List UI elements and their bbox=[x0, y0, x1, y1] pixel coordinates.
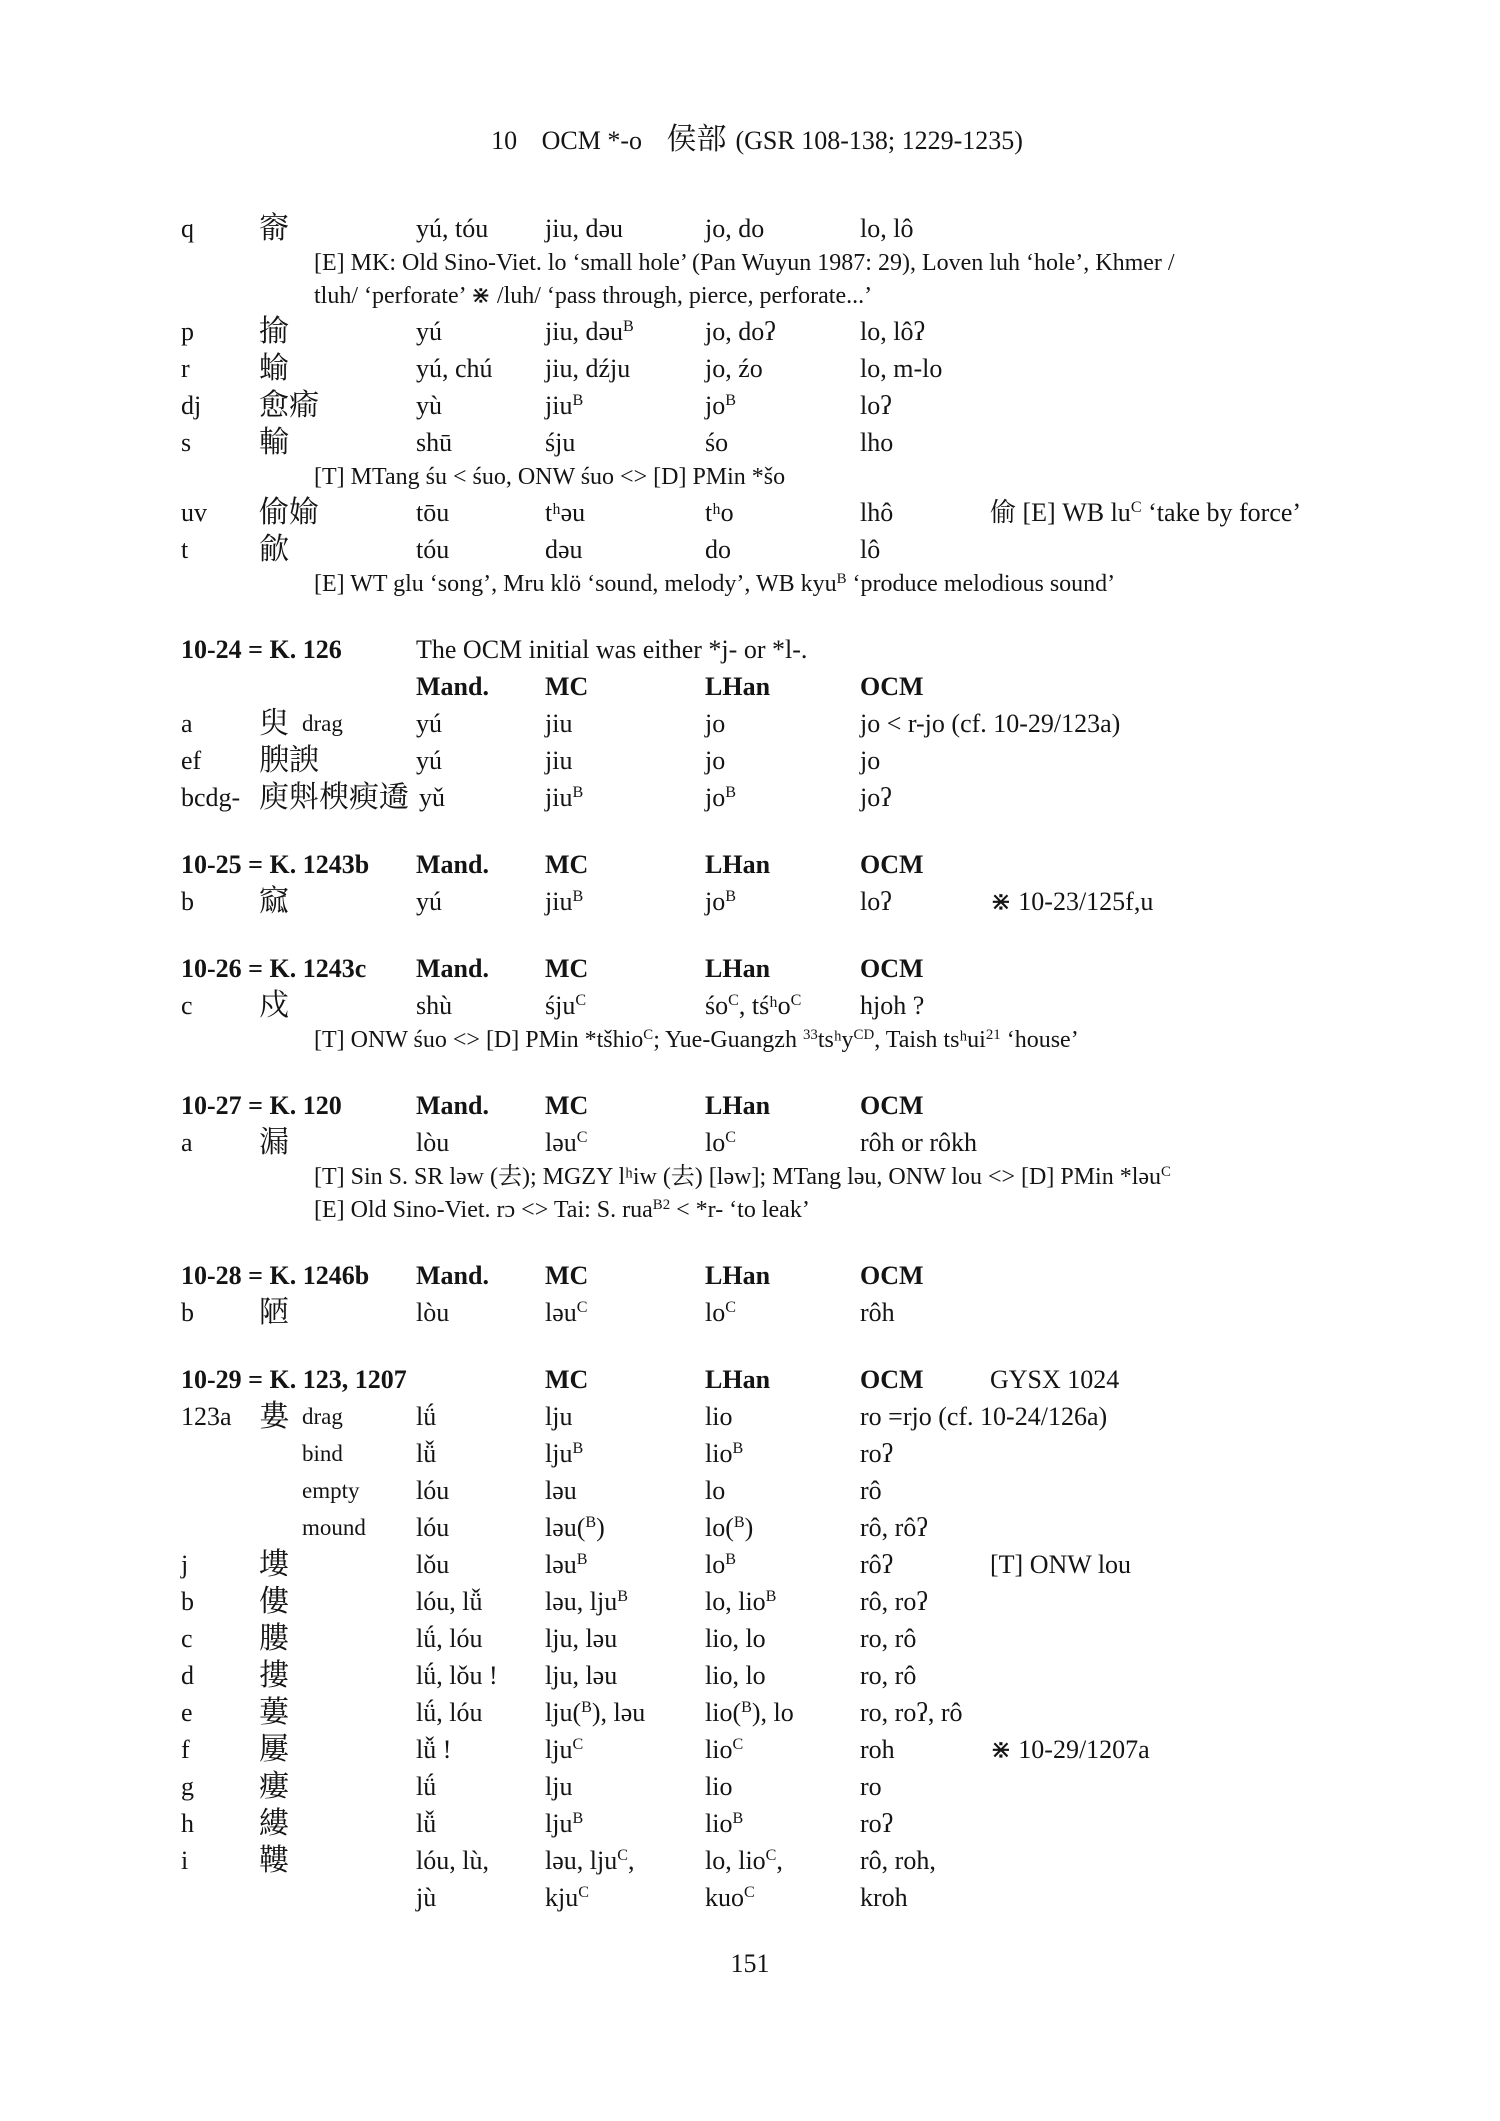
mandarin-reading: lòu bbox=[416, 1128, 450, 1157]
later-han-reading: $lo^C$ bbox=[705, 1128, 736, 1157]
section-remark: The OCM initial was either *j- or *l-. bbox=[416, 635, 808, 664]
old-chinese-reading: lhô bbox=[860, 498, 894, 527]
entry-characters: 腴諛 bbox=[259, 743, 319, 778]
entry-note: [T] MTang śu < śuo, ONW śuo <> [D] PMin *šo bbox=[314, 464, 786, 490]
entry-row bbox=[0, 779, 1500, 816]
mandarin-reading: lǚ bbox=[416, 1809, 437, 1838]
running-header bbox=[0, 122, 1500, 159]
later-han-reading: śo bbox=[705, 428, 729, 457]
old-chinese-reading: hjoh ? bbox=[860, 991, 925, 1020]
entry-letter: d bbox=[181, 1661, 194, 1690]
entry-characters: 鞻 bbox=[259, 1843, 289, 1878]
entry-letter: r bbox=[181, 354, 190, 383]
entry-row bbox=[0, 1509, 1500, 1546]
entry-characters: 輸 bbox=[259, 425, 289, 460]
old-chinese-reading: rô, roh, bbox=[860, 1846, 936, 1875]
entry-characters: 蔞 bbox=[259, 1695, 289, 1730]
column-label-mand: Mand. bbox=[416, 672, 489, 701]
entry-remark: 偷 [E] WB $lu^C$ ‘take by force’ bbox=[990, 498, 1302, 527]
column-label-mc: MC bbox=[545, 954, 589, 983]
column-label-mc: MC bbox=[545, 850, 589, 879]
entry-note-line bbox=[0, 280, 1500, 313]
section-header bbox=[0, 846, 1500, 883]
section-id: 10-26 = K. 1243c bbox=[181, 954, 367, 983]
later-han-reading: $jo^B$ bbox=[705, 783, 736, 812]
mandarin-reading: lǘ, lóu bbox=[416, 1624, 483, 1653]
entry-letter: a bbox=[181, 709, 193, 738]
section bbox=[0, 1257, 1500, 1331]
entry-characters: 揄 bbox=[259, 314, 289, 349]
column-label-mand: Mand. bbox=[416, 1261, 489, 1290]
later-han-reading: $lo^C$ bbox=[705, 1298, 736, 1327]
entry-row bbox=[0, 1294, 1500, 1331]
entry-letter: e bbox=[181, 1698, 193, 1727]
rhyme-group-characters: 侯部 bbox=[666, 122, 727, 157]
entry-characters: 愈瘉 bbox=[259, 388, 319, 423]
middle-chinese-reading: lju, ləu bbox=[545, 1661, 618, 1690]
mandarin-reading: lóu bbox=[416, 1513, 450, 1542]
middle-chinese-reading: lju$^B$ bbox=[545, 1809, 584, 1838]
section-id: 10-28 = K. 1246b bbox=[181, 1261, 370, 1290]
mandarin-reading: yú, chú bbox=[416, 354, 493, 383]
section-id: 10-29 = K. 123, 1207 bbox=[181, 1365, 407, 1394]
old-chinese-reading: lho bbox=[860, 428, 894, 457]
column-label-ocm: OCM bbox=[860, 850, 924, 879]
old-chinese-reading: lo, lô bbox=[860, 214, 914, 243]
column-label-mc: MC bbox=[545, 1091, 589, 1120]
entry-row bbox=[0, 424, 1500, 461]
entry-gloss: bind bbox=[302, 1441, 343, 1466]
entry-letter: p bbox=[181, 317, 194, 346]
later-han-reading: lio$^C$ bbox=[705, 1735, 744, 1764]
later-han-reading: lio bbox=[705, 1402, 733, 1431]
entry-characters: 窳 bbox=[259, 884, 289, 919]
middle-chinese-reading: kju$^C$ bbox=[545, 1883, 589, 1912]
column-label-ocm: OCM bbox=[860, 954, 924, 983]
old-chinese-reading: rô bbox=[860, 1476, 882, 1505]
column-label-mc: MC bbox=[545, 672, 589, 701]
old-chinese-reading: rôʔ bbox=[860, 1550, 894, 1579]
old-chinese-reading: lô bbox=[860, 535, 881, 564]
mandarin-reading: shū bbox=[416, 428, 453, 457]
entry-note-line bbox=[0, 461, 1500, 494]
mandarin-reading: lóu, lù, bbox=[416, 1846, 489, 1875]
later-han-reading: lio$^B$ bbox=[705, 1439, 744, 1468]
mandarin-reading: yú, tóu bbox=[416, 214, 489, 243]
old-chinese-reading: rô, roʔ bbox=[860, 1587, 928, 1616]
old-chinese-reading: roʔ bbox=[860, 1439, 894, 1468]
entry-characters: 庾斞楰瘐䢪 bbox=[259, 780, 409, 815]
entry-letter: s bbox=[181, 428, 192, 457]
column-label-lhan: LHan bbox=[705, 850, 771, 879]
entry-row bbox=[0, 1398, 1500, 1435]
entry-gloss: drag bbox=[302, 711, 343, 736]
mandarin-reading: yú bbox=[416, 887, 442, 916]
section bbox=[0, 1087, 1500, 1227]
entry-note: [E] WT glu ‘song’, Mru klö ‘sound, melody’, WB kyu$^B$ ‘produce melodious sound’ bbox=[314, 570, 1116, 597]
section bbox=[0, 210, 1500, 601]
middle-chinese-reading: jiu, dəu bbox=[545, 214, 623, 243]
later-han-reading: lio, lo bbox=[705, 1661, 766, 1690]
later-han-reading: tʰo bbox=[705, 498, 734, 527]
old-chinese-reading: roʔ bbox=[860, 1809, 894, 1838]
column-label-lhan: LHan bbox=[705, 954, 771, 983]
old-chinese-reading: joʔ bbox=[860, 783, 892, 812]
entry-row bbox=[0, 1731, 1500, 1768]
old-chinese-reading: loʔ bbox=[860, 391, 892, 420]
mandarin-reading: lǘ bbox=[416, 1772, 437, 1801]
later-han-reading: $jo^B$ bbox=[705, 887, 736, 916]
mandarin-reading: tóu bbox=[416, 535, 450, 564]
entry-letter: b bbox=[181, 1587, 194, 1616]
old-chinese-reading: lo, lôʔ bbox=[860, 317, 925, 346]
later-han-reading: lio($^B$), lo bbox=[705, 1698, 794, 1727]
mandarin-reading: lòu bbox=[416, 1298, 450, 1327]
section bbox=[0, 631, 1500, 816]
entry-characters: 歈 bbox=[259, 532, 289, 567]
entry-row bbox=[0, 210, 1500, 247]
entry-letter: c bbox=[181, 1624, 193, 1653]
middle-chinese-reading: lju bbox=[545, 1772, 573, 1801]
entry-row bbox=[0, 883, 1500, 920]
entry-letter: 123a bbox=[181, 1402, 232, 1431]
entry-note-line bbox=[0, 1194, 1500, 1227]
later-han-reading: lio bbox=[705, 1772, 733, 1801]
middle-chinese-reading: ləu$^C$ bbox=[545, 1128, 588, 1157]
later-han-reading: kuo$^C$ bbox=[705, 1883, 755, 1912]
later-han-reading: lio, lo bbox=[705, 1624, 766, 1653]
entry-note-line bbox=[0, 1024, 1500, 1057]
entry-letter: h bbox=[181, 1809, 194, 1838]
entry-gloss: empty bbox=[302, 1478, 360, 1503]
column-label-ocm: OCM bbox=[860, 1365, 924, 1394]
entry-row bbox=[0, 350, 1500, 387]
column-label-mand: Mand. bbox=[416, 850, 489, 879]
later-han-reading: jo, do bbox=[705, 214, 765, 243]
old-chinese-reading: loʔ bbox=[860, 887, 892, 916]
later-han-reading: lo($^B$) bbox=[705, 1513, 754, 1542]
section-id: 10-27 = K. 120 bbox=[181, 1091, 342, 1120]
old-chinese-reading: rôh bbox=[860, 1298, 895, 1327]
entry-row bbox=[0, 987, 1500, 1024]
entry-letter: q bbox=[181, 214, 194, 243]
entry-letter: a bbox=[181, 1128, 193, 1157]
entry-row bbox=[0, 313, 1500, 350]
entry-characters: 陋 bbox=[259, 1295, 289, 1330]
later-han-reading: jo, doʔ bbox=[705, 317, 776, 346]
later-han-reading: do bbox=[705, 535, 731, 564]
entry-characters: 屢 bbox=[259, 1732, 289, 1767]
entry-row bbox=[0, 1435, 1500, 1472]
entry-note: tluh/ ‘perforate’ ⋇ /luh/ ‘pass through, pierce, perforate...’ bbox=[314, 283, 873, 309]
source-reference: GYSX 1024 bbox=[990, 1365, 1120, 1394]
section-header bbox=[0, 950, 1500, 987]
entry-note: [E] Old Sino-Viet. rɔ <> Tai: S. rua$^{B2}$ < *r- ‘to leak’ bbox=[314, 1196, 810, 1223]
entry-row bbox=[0, 531, 1500, 568]
column-label-lhan: LHan bbox=[705, 1261, 771, 1290]
middle-chinese-reading: jiu$^B$ bbox=[545, 391, 584, 420]
entry-row bbox=[0, 1546, 1500, 1583]
middle-chinese-reading: śju bbox=[545, 428, 576, 457]
entry-row bbox=[0, 1768, 1500, 1805]
entry-characters: 縷 bbox=[259, 1806, 289, 1841]
entry-characters: 戍 bbox=[259, 988, 289, 1023]
middle-chinese-reading: jiu, dəu$^B$ bbox=[545, 317, 634, 346]
section bbox=[0, 1361, 1500, 1916]
page-number: 151 bbox=[730, 1949, 770, 1978]
entry-note: [E] MK: Old Sino-Viet. lo ‘small hole’ (Pan Wuyun 1987: 29), Loven luh ‘hole’, Khmer / bbox=[314, 250, 1175, 276]
mandarin-reading: yǔ bbox=[419, 783, 445, 812]
entry-letter: bcdg- bbox=[181, 783, 241, 812]
mandarin-reading: lǚ bbox=[416, 1439, 437, 1468]
column-label-mand: Mand. bbox=[416, 954, 489, 983]
entry-remark: ⋇ 10-23/125f,u bbox=[990, 887, 1154, 916]
mandarin-reading: yú bbox=[416, 709, 442, 738]
entry-characters: 漏 bbox=[259, 1125, 289, 1160]
entry-row bbox=[0, 742, 1500, 779]
entry-note-line bbox=[0, 247, 1500, 280]
entry-letter: t bbox=[181, 535, 189, 564]
entry-row bbox=[0, 1620, 1500, 1657]
old-chinese-reading: jo < r-jo (cf. 10-29/123a) bbox=[860, 709, 1121, 738]
column-label-lhan: LHan bbox=[705, 1365, 771, 1394]
section-header bbox=[0, 1257, 1500, 1294]
entry-remark: ⋇ 10-29/1207a bbox=[990, 1735, 1150, 1764]
mandarin-reading: yú bbox=[416, 746, 442, 775]
middle-chinese-reading: jiu bbox=[545, 709, 573, 738]
entry-letter: ef bbox=[181, 746, 202, 775]
entry-remark: [T] ONW lou bbox=[990, 1550, 1132, 1579]
middle-chinese-reading: ləu bbox=[545, 1476, 577, 1505]
column-label-mc: MC bbox=[545, 1365, 589, 1394]
entry-row bbox=[0, 1472, 1500, 1509]
later-han-reading: lo bbox=[705, 1476, 726, 1505]
entry-row bbox=[0, 1583, 1500, 1620]
entry-letter: uv bbox=[181, 498, 207, 527]
old-chinese-reading: kroh bbox=[860, 1883, 908, 1912]
middle-chinese-reading: lju, ləu bbox=[545, 1624, 618, 1653]
mandarin-reading: lǘ bbox=[416, 1402, 437, 1431]
entry-letter: dj bbox=[181, 391, 202, 420]
entry-letter: f bbox=[181, 1735, 190, 1764]
entry-row bbox=[0, 387, 1500, 424]
later-han-reading: $śo^C$, tśʰo$^C$ bbox=[705, 991, 802, 1020]
middle-chinese-reading: jiu$^B$ bbox=[545, 783, 584, 812]
section bbox=[0, 950, 1500, 1057]
old-chinese-reading: rô, rôʔ bbox=[860, 1513, 928, 1542]
mandarin-reading: lǚ ! bbox=[416, 1735, 452, 1764]
section-header bbox=[0, 631, 1500, 668]
entry-row bbox=[0, 1694, 1500, 1731]
mandarin-reading: lǒu bbox=[416, 1550, 450, 1579]
middle-chinese-reading: ləu$^C$ bbox=[545, 1298, 588, 1327]
entry-letter: i bbox=[181, 1846, 189, 1875]
entry-row bbox=[0, 1124, 1500, 1161]
entry-characters: 蝓 bbox=[259, 351, 289, 386]
entry-gloss: mound bbox=[302, 1515, 366, 1540]
later-han-reading: jo bbox=[705, 746, 726, 775]
column-label-lhan: LHan bbox=[705, 672, 771, 701]
entry-characters: 瘻 bbox=[259, 1769, 289, 1804]
entry-letter: c bbox=[181, 991, 193, 1020]
entry-letter: b bbox=[181, 1298, 194, 1327]
chapter-number: 10 bbox=[491, 126, 518, 155]
entry-characters: 塿 bbox=[259, 1547, 289, 1582]
entry-note-line bbox=[0, 568, 1500, 601]
entry-note: [T] Sin S. SR ləw (去); MGZY lʰiw (去) [ləw]; MTang ləu, ONW lou <> [D] PMin *ləu$^C$ bbox=[314, 1163, 1171, 1190]
later-han-reading: jo bbox=[705, 709, 726, 738]
old-chinese-reading: rôh or rôkh bbox=[860, 1128, 977, 1157]
middle-chinese-reading: tʰəu bbox=[545, 498, 586, 527]
middle-chinese-reading: dəu bbox=[545, 535, 583, 564]
entry-gloss: drag bbox=[302, 1404, 343, 1429]
mandarin-reading: lóu, lǚ bbox=[416, 1587, 483, 1616]
mandarin-reading: tōu bbox=[416, 498, 450, 527]
chapter-title: OCM *-o bbox=[541, 126, 642, 155]
middle-chinese-reading: jiu$^B$ bbox=[545, 887, 584, 916]
mandarin-reading: yú bbox=[416, 317, 442, 346]
entry-row bbox=[0, 494, 1500, 531]
old-chinese-reading: lo, m-lo bbox=[860, 354, 943, 383]
later-han-reading: lo, lio$^C$, bbox=[705, 1846, 783, 1875]
entry-row bbox=[0, 1842, 1500, 1879]
column-header-row bbox=[0, 668, 1500, 705]
section-header bbox=[0, 1361, 1500, 1398]
dictionary-body bbox=[0, 210, 1500, 1916]
entry-characters: 膢 bbox=[259, 1621, 289, 1656]
column-label-mc: MC bbox=[545, 1261, 589, 1290]
middle-chinese-reading: lju$^B$ bbox=[545, 1439, 584, 1468]
mandarin-reading: jù bbox=[416, 1883, 437, 1912]
middle-chinese-reading: ləu$^B$ bbox=[545, 1550, 588, 1579]
old-chinese-reading: ro, rô bbox=[860, 1624, 917, 1653]
column-label-ocm: OCM bbox=[860, 672, 924, 701]
column-label-mand: Mand. bbox=[416, 1091, 489, 1120]
middle-chinese-reading: śju$^C$ bbox=[545, 991, 587, 1020]
entry-row bbox=[0, 1879, 1500, 1916]
later-han-reading: lo, lio$^B$ bbox=[705, 1587, 777, 1616]
column-label-ocm: OCM bbox=[860, 1091, 924, 1120]
entry-note: [T] ONW śuo <> [D] PMin *tšhio$^C$; Yue-Guangzh $^{33}$tsʰy$^{CD}$, Taish tsʰui$^{21}$ ‘house’ bbox=[314, 1026, 1079, 1053]
mandarin-reading: lǘ, lǒu ! bbox=[416, 1661, 498, 1690]
old-chinese-reading: ro =rjo (cf. 10-24/126a) bbox=[860, 1402, 1108, 1431]
middle-chinese-reading: lju bbox=[545, 1402, 573, 1431]
entry-characters: 婁 bbox=[259, 1399, 289, 1434]
entry-letter: g bbox=[181, 1772, 194, 1801]
later-han-reading: jo, źo bbox=[705, 354, 763, 383]
later-han-reading: lio$^B$ bbox=[705, 1809, 744, 1838]
middle-chinese-reading: lju$^C$ bbox=[545, 1735, 584, 1764]
entry-letter: b bbox=[181, 887, 194, 916]
middle-chinese-reading: ləu, lju$^C$, bbox=[545, 1846, 635, 1875]
gsr-range: (GSR 108-138; 1229-1235) bbox=[735, 126, 1023, 155]
entry-characters: 僂 bbox=[259, 1584, 289, 1619]
entry-characters: 偷媮 bbox=[259, 495, 319, 530]
middle-chinese-reading: ləu($^B$) bbox=[545, 1513, 605, 1542]
mandarin-reading: lóu bbox=[416, 1476, 450, 1505]
middle-chinese-reading: lju($^B$), ləu bbox=[545, 1698, 646, 1727]
middle-chinese-reading: jiu bbox=[545, 746, 573, 775]
entry-row bbox=[0, 705, 1500, 742]
section-id: 10-24 = K. 126 bbox=[181, 635, 342, 664]
entry-row bbox=[0, 1657, 1500, 1694]
entry-characters: 摟 bbox=[259, 1658, 289, 1693]
column-label-lhan: LHan bbox=[705, 1091, 771, 1120]
middle-chinese-reading: jiu, dźju bbox=[545, 354, 631, 383]
old-chinese-reading: roh bbox=[860, 1735, 895, 1764]
entry-characters: 臾 bbox=[259, 706, 289, 741]
entry-row bbox=[0, 1805, 1500, 1842]
section-id: 10-25 = K. 1243b bbox=[181, 850, 370, 879]
entry-letter: j bbox=[181, 1550, 189, 1579]
column-label-ocm: OCM bbox=[860, 1261, 924, 1290]
later-han-reading: $lo^B$ bbox=[705, 1550, 736, 1579]
old-chinese-reading: jo bbox=[860, 746, 881, 775]
entry-note-line bbox=[0, 1161, 1500, 1194]
section-header bbox=[0, 1087, 1500, 1124]
later-han-reading: $jo^B$ bbox=[705, 391, 736, 420]
entry-characters: 窬 bbox=[259, 211, 289, 246]
old-chinese-reading: ro bbox=[860, 1772, 882, 1801]
section bbox=[0, 846, 1500, 920]
mandarin-reading: lǘ, lóu bbox=[416, 1698, 483, 1727]
middle-chinese-reading: ləu, lju$^B$ bbox=[545, 1587, 628, 1616]
mandarin-reading: shù bbox=[416, 991, 453, 1020]
old-chinese-reading: ro, rô bbox=[860, 1661, 917, 1690]
mandarin-reading: yù bbox=[416, 391, 442, 420]
old-chinese-reading: ro, roʔ, rô bbox=[860, 1698, 963, 1727]
